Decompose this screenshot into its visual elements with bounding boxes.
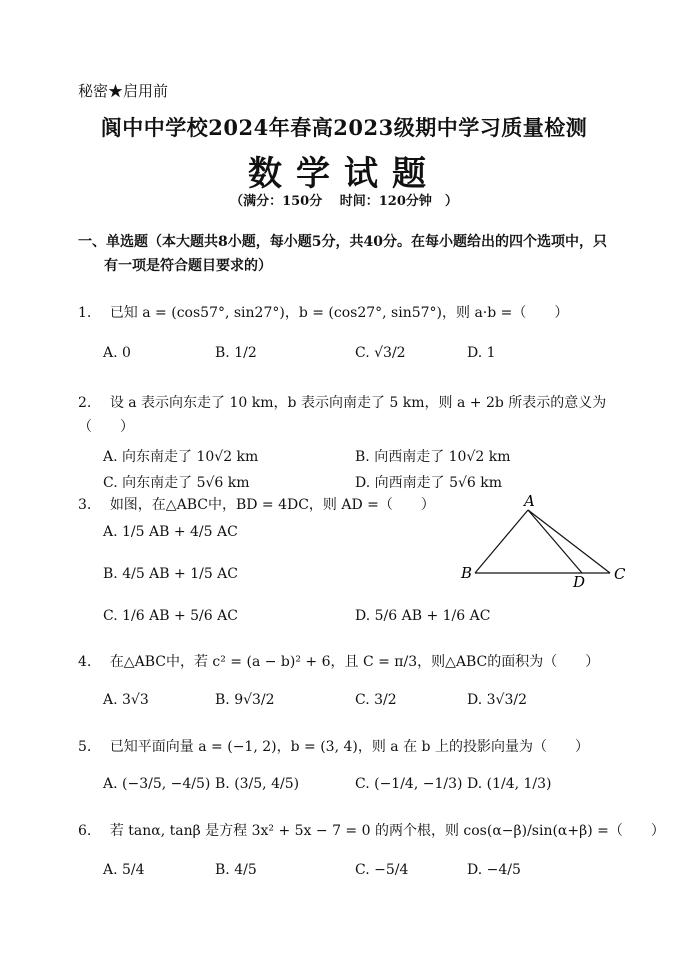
option-b: B. 4/5 [215,862,257,878]
triangle-figure [455,492,635,592]
point-label-d: D [573,573,586,591]
option-c: C. 向东南走了 5√6 km [103,475,250,491]
option-d: D. 1 [467,345,496,361]
question-text: 已知平面向量 a = (−1, 2)，b = (3, 4)，则 a 在 b 上的投影向量为（ ） [109,739,589,755]
option-d: D. 5/6 AB + 1/6 AC [355,608,491,624]
school-title: 阆中中学校2024年春高2023级期中学习质量检测 [100,115,588,140]
option-a: A. 5/4 [103,862,145,878]
side-ac [528,510,610,573]
option-a: A. 向东南走了 10√2 km [103,449,259,465]
option-c: C. 3/2 [355,692,397,708]
option-a: A. 3√3 [103,692,149,708]
option-c: C. 1/6 AB + 5/6 AC [103,608,238,624]
question-4-stem [78,651,599,671]
option-b: B. 1/2 [215,345,257,361]
option-a: A. 1/5 AB + 4/5 AC [103,524,238,540]
option-c: C. √3/2 [355,345,406,361]
option-b: B. (3/5, 4/5) [215,776,300,792]
question-text: 若 tanα, tanβ 是方程 3x² + 5x − 7 = 0 的两个根，则 cos(α−β)/sin(α+β) =（ ） [109,823,665,839]
section-heading-line2: 有一项是符合题目要求的） [104,258,272,274]
option-b: B. 向西南走了 10√2 km [355,449,511,465]
subject-title: 数学试题 [248,154,440,194]
question-2-stem [78,392,606,412]
option-d: D. −4/5 [467,862,521,878]
side-ab [475,510,528,573]
question-5-stem [78,736,589,756]
question-text: 如图，在△ABC中，BD = 4DC，则 AD =（ ） [109,497,435,513]
secret-label: 秘密★启用前 [78,82,169,100]
question-text: 已知 a = (cos57°, sin27°)，b = (cos27°, sin57°)，则 a·b =（ ） [109,305,569,321]
option-a: A. 0 [103,345,131,361]
question-number: 5. [78,739,92,755]
question-number: 3. [78,497,92,513]
option-c: C. (−1/4, −1/3) [355,776,463,792]
option-b: B. 4/5 AB + 1/5 AC [103,566,239,582]
vertex-label-c: C [614,565,626,583]
question-6-stem [78,820,665,840]
question-text: 在△ABC中，若 c² = (a − b)² + 6，且 C = π/3，则△ABC的面积为（ ） [109,654,600,670]
option-d: D. 3√3/2 [467,692,527,708]
option-d: D. 向西南走了 5√6 km [355,475,503,491]
question-2-stem-cont: （ ） [78,419,134,435]
section-heading [78,232,607,276]
question-number: 6. [78,823,92,839]
question-number: 1. [78,305,92,321]
segment-ad [528,510,582,573]
question-number: 2. [78,395,92,411]
question-number: 4. [78,654,92,670]
vertex-label-b: B [461,564,473,582]
section-heading-line1: 一、单选题（本大题共8小题，每小题5分，共40分。在每小题给出的四个选项中，只 [78,234,607,250]
option-c: C. −5/4 [355,862,409,878]
vertex-label-a: A [524,492,535,510]
question-text: 设 a 表示向东走了 10 km，b 表示向南走了 5 km，则 a + 2b 所表示的意义为 [109,395,607,411]
exam-info: （满分：150分 时间：120分钟 ） [230,194,458,209]
option-b: B. 9√3/2 [215,692,275,708]
option-d: D. (1/4, 1/3) [467,776,552,792]
question-3-stem [78,494,435,514]
question-1-stem [78,302,568,322]
option-a: A. (−3/5, −4/5) [103,776,211,792]
